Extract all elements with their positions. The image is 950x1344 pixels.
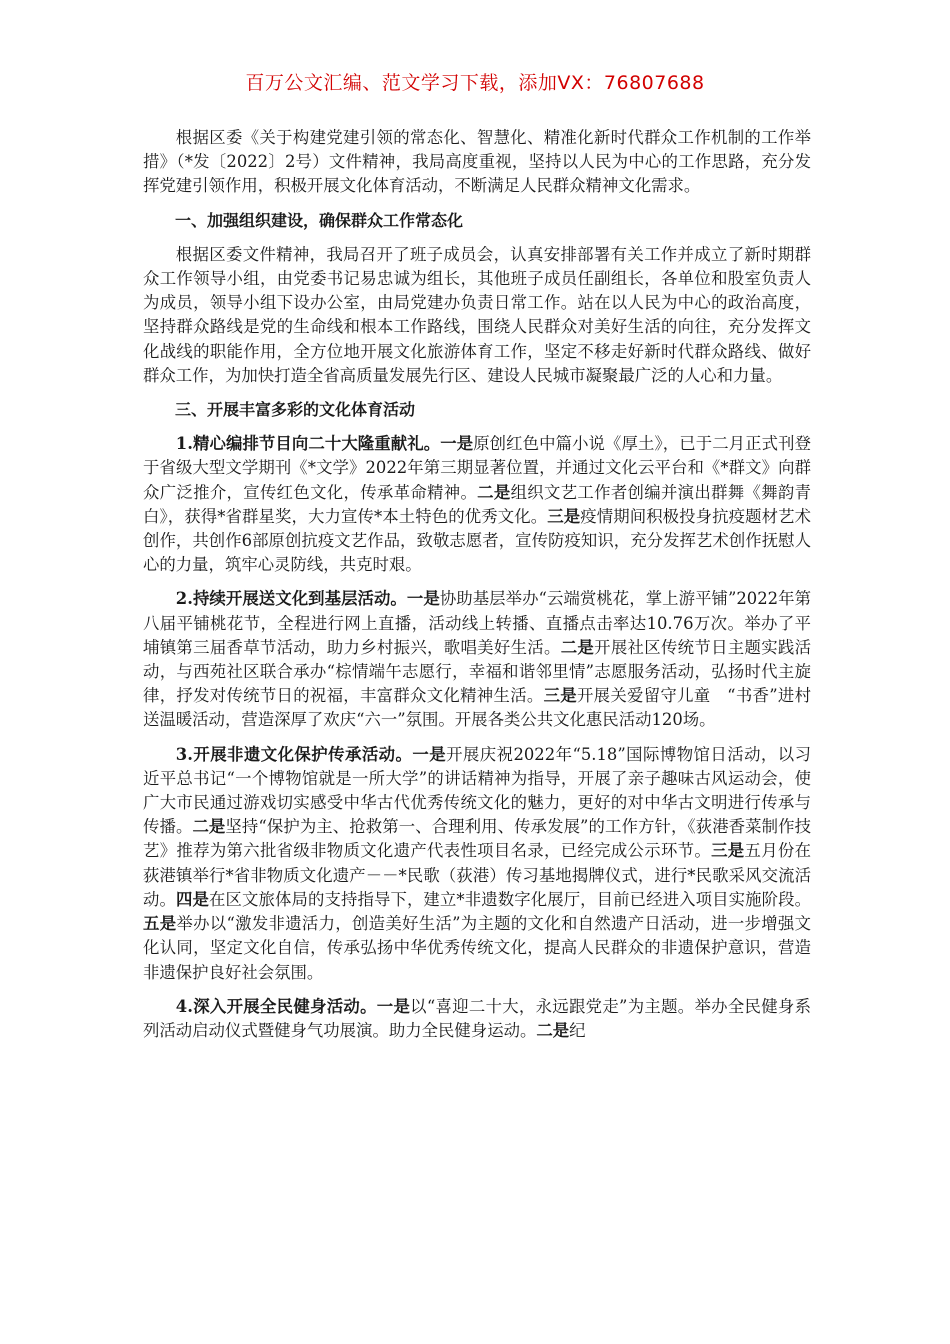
subsection-1-text-3: 疫情期间积极投身抗疫题材艺术创作，共创作6部原创抗疫文艺作品，致敬志愿者，宣传防疫知识，充分发挥艺术创作抚慰人心的力量，筑牢心灵防线，共克时艰。 <box>143 506 812 575</box>
download-banner: 百万公文汇编、范文学习下载，添加VX：76807688 <box>245 72 705 94</box>
subsection-1-text-2: 组织文艺工作者创编并演出群舞《舞韵青白》，获得*省群星奖，大力宣传*本土特色的优秀文化。 <box>143 482 812 526</box>
keyword-second: 二是 <box>477 482 511 502</box>
subsection-4-title: 4.深入开展全民健身活动。 <box>175 996 377 1016</box>
subsection-4-paragraph <box>143 995 811 1043</box>
subsection-2-text-1: 协助基层举办“云端赏桃花，掌上游平铺”2022年第八届平铺桃花节，全程进行网上直播，活动线上转播、直播点击率达10.76万次。举办了平埔镇第三届香草节活动，助力乡村振兴，歌唱美好生活。 <box>143 589 811 657</box>
keyword-fifth: 五是 <box>143 914 177 934</box>
section-heading-1: 一、加强组织建设，确保群众工作常态化 <box>175 210 464 230</box>
subsection-3-text-1: 开展庆祝2022年“5.18”国际博物馆日活动，以习近平总书记“一个博物馆就是一所大学”的讲话精神为指导，开展了亲子趣味古风运动会，使广大市民通过游戏切实感受中华古代优秀传统文化的魅力，更好的对中华古文明进行传承与传播。 <box>143 744 812 837</box>
keyword-first: 一是 <box>406 589 440 609</box>
subsection-1-title: 1.精心编排节目向二十大隆重献礼。 <box>175 434 441 454</box>
subsection-4-text-1: 以“喜迎二十大，永远跟党走”为主题。举办全民健身系列活动启动仪式暨健身气功展演。助力全民健身运动。 <box>143 996 811 1040</box>
keyword-first: 一是 <box>376 996 411 1016</box>
subsection-2-paragraph <box>143 587 811 732</box>
keyword-first: 一是 <box>440 434 474 454</box>
section-1-paragraph: 根据区委文件精神，我局召开了班子成员会，认真安排部署有关工作并成立了新时期群众工作领导小组，由党委书记易忠诚为组长，其他班子成员任副组长，各单位和股室负责人为成员，领导小组下设办公室，由局党建办负责日常工作。站在以人民为中心的政治高度，坚持群众路线是党的生命线和根本工作路线，围绕人民群众对美好生活的向往，充分发挥文化战线的职能作用，全方位地开展文化旅游体育工作，坚定不移走好新时代群众路线、做好群众工作，为加快打造全省高质量发展先行区、建设人民城市凝聚最广泛的人心和力量。 <box>143 244 811 385</box>
subsection-2-text-2: 开展社区传统节日主题实践活动，与西苑社区联合承办“棕情端午志愿行，幸福和谐邻里情”志愿服务活动，弘扬时代主旋律，抒发对传统节日的祝福，丰富群众文化精神生活。 <box>143 637 812 706</box>
intro-paragraph: 根据区委《关于构建党建引领的常态化、智慧化、精准化新时代群众工作机制的工作举措》（*发〔2022〕2号）文件精神，我局高度重视，坚持以人民为中心的工作思路，充分发挥党建引领作用，积极开展文化体育活动，不断满足人民群众精神文化需求。 <box>143 128 811 196</box>
subsection-1-text-1: 原创红色中篇小说《厚土》，已于二月正式刊登于省级大型文学期刊《*文学》2022年第三期显著位置，并通过文化云平台和《*群文》向群众广泛推介，宣传红色文化，传承革命精神。 <box>143 434 811 502</box>
keyword-third: 三是 <box>547 506 581 526</box>
subsection-3-title: 3.开展非遗文化保护传承活动。 <box>175 744 413 764</box>
keyword-second: 二是 <box>536 1020 570 1040</box>
keyword-third: 三是 <box>711 841 745 861</box>
subsection-3-text-5: 举办以“激发非遗活力，创造美好生活”为主题的文化和自然遗产日活动，进一步增强文化认同，坚定文化自信，传承弘扬中华优秀传统文化，提高人民群众的非遗保护意识，营造非遗保护良好社会氛围。 <box>143 914 812 982</box>
subsection-2-text-3: 开展关爱留守儿童 “书香”进村送温暖活动，营造深厚了欢庆“六一”氛围。开展各类公共文化惠民活动120场。 <box>143 686 812 730</box>
subsection-3-text-3: 五月份在荻港镇举行*省非物质文化遗产－－*民歌（荻港）传习基地揭牌仪式，进行*民歌采风交流活动。 <box>143 841 812 909</box>
subsection-2-title: 2.持续开展送文化到基层活动。 <box>175 589 407 609</box>
document-body <box>143 126 811 1043</box>
keyword-fourth: 四是 <box>176 889 209 909</box>
keyword-third: 三是 <box>543 686 577 706</box>
keyword-first: 一是 <box>412 744 447 764</box>
subsection-3-text-2: 坚持“保护为主、抢救第一、合理利用、传承发展”的工作方针，《荻港香菜制作技艺》推荐为第六批省级非物质文化遗产代表性项目名录，已经完成公示环节。 <box>143 817 811 861</box>
section-heading-3: 三、开展丰富多彩的文化体育活动 <box>175 400 416 420</box>
subsection-4-text-2: 纪 <box>569 1020 586 1040</box>
subsection-1-paragraph <box>143 432 811 577</box>
keyword-second: 二是 <box>192 817 226 837</box>
keyword-second: 二是 <box>560 637 595 657</box>
subsection-3-paragraph <box>143 743 811 985</box>
subsection-3-text-4: 在区文旅体局的支持指导下，建立*非遗数字化展厅，目前已经进入项目实施阶段。 <box>209 889 812 909</box>
